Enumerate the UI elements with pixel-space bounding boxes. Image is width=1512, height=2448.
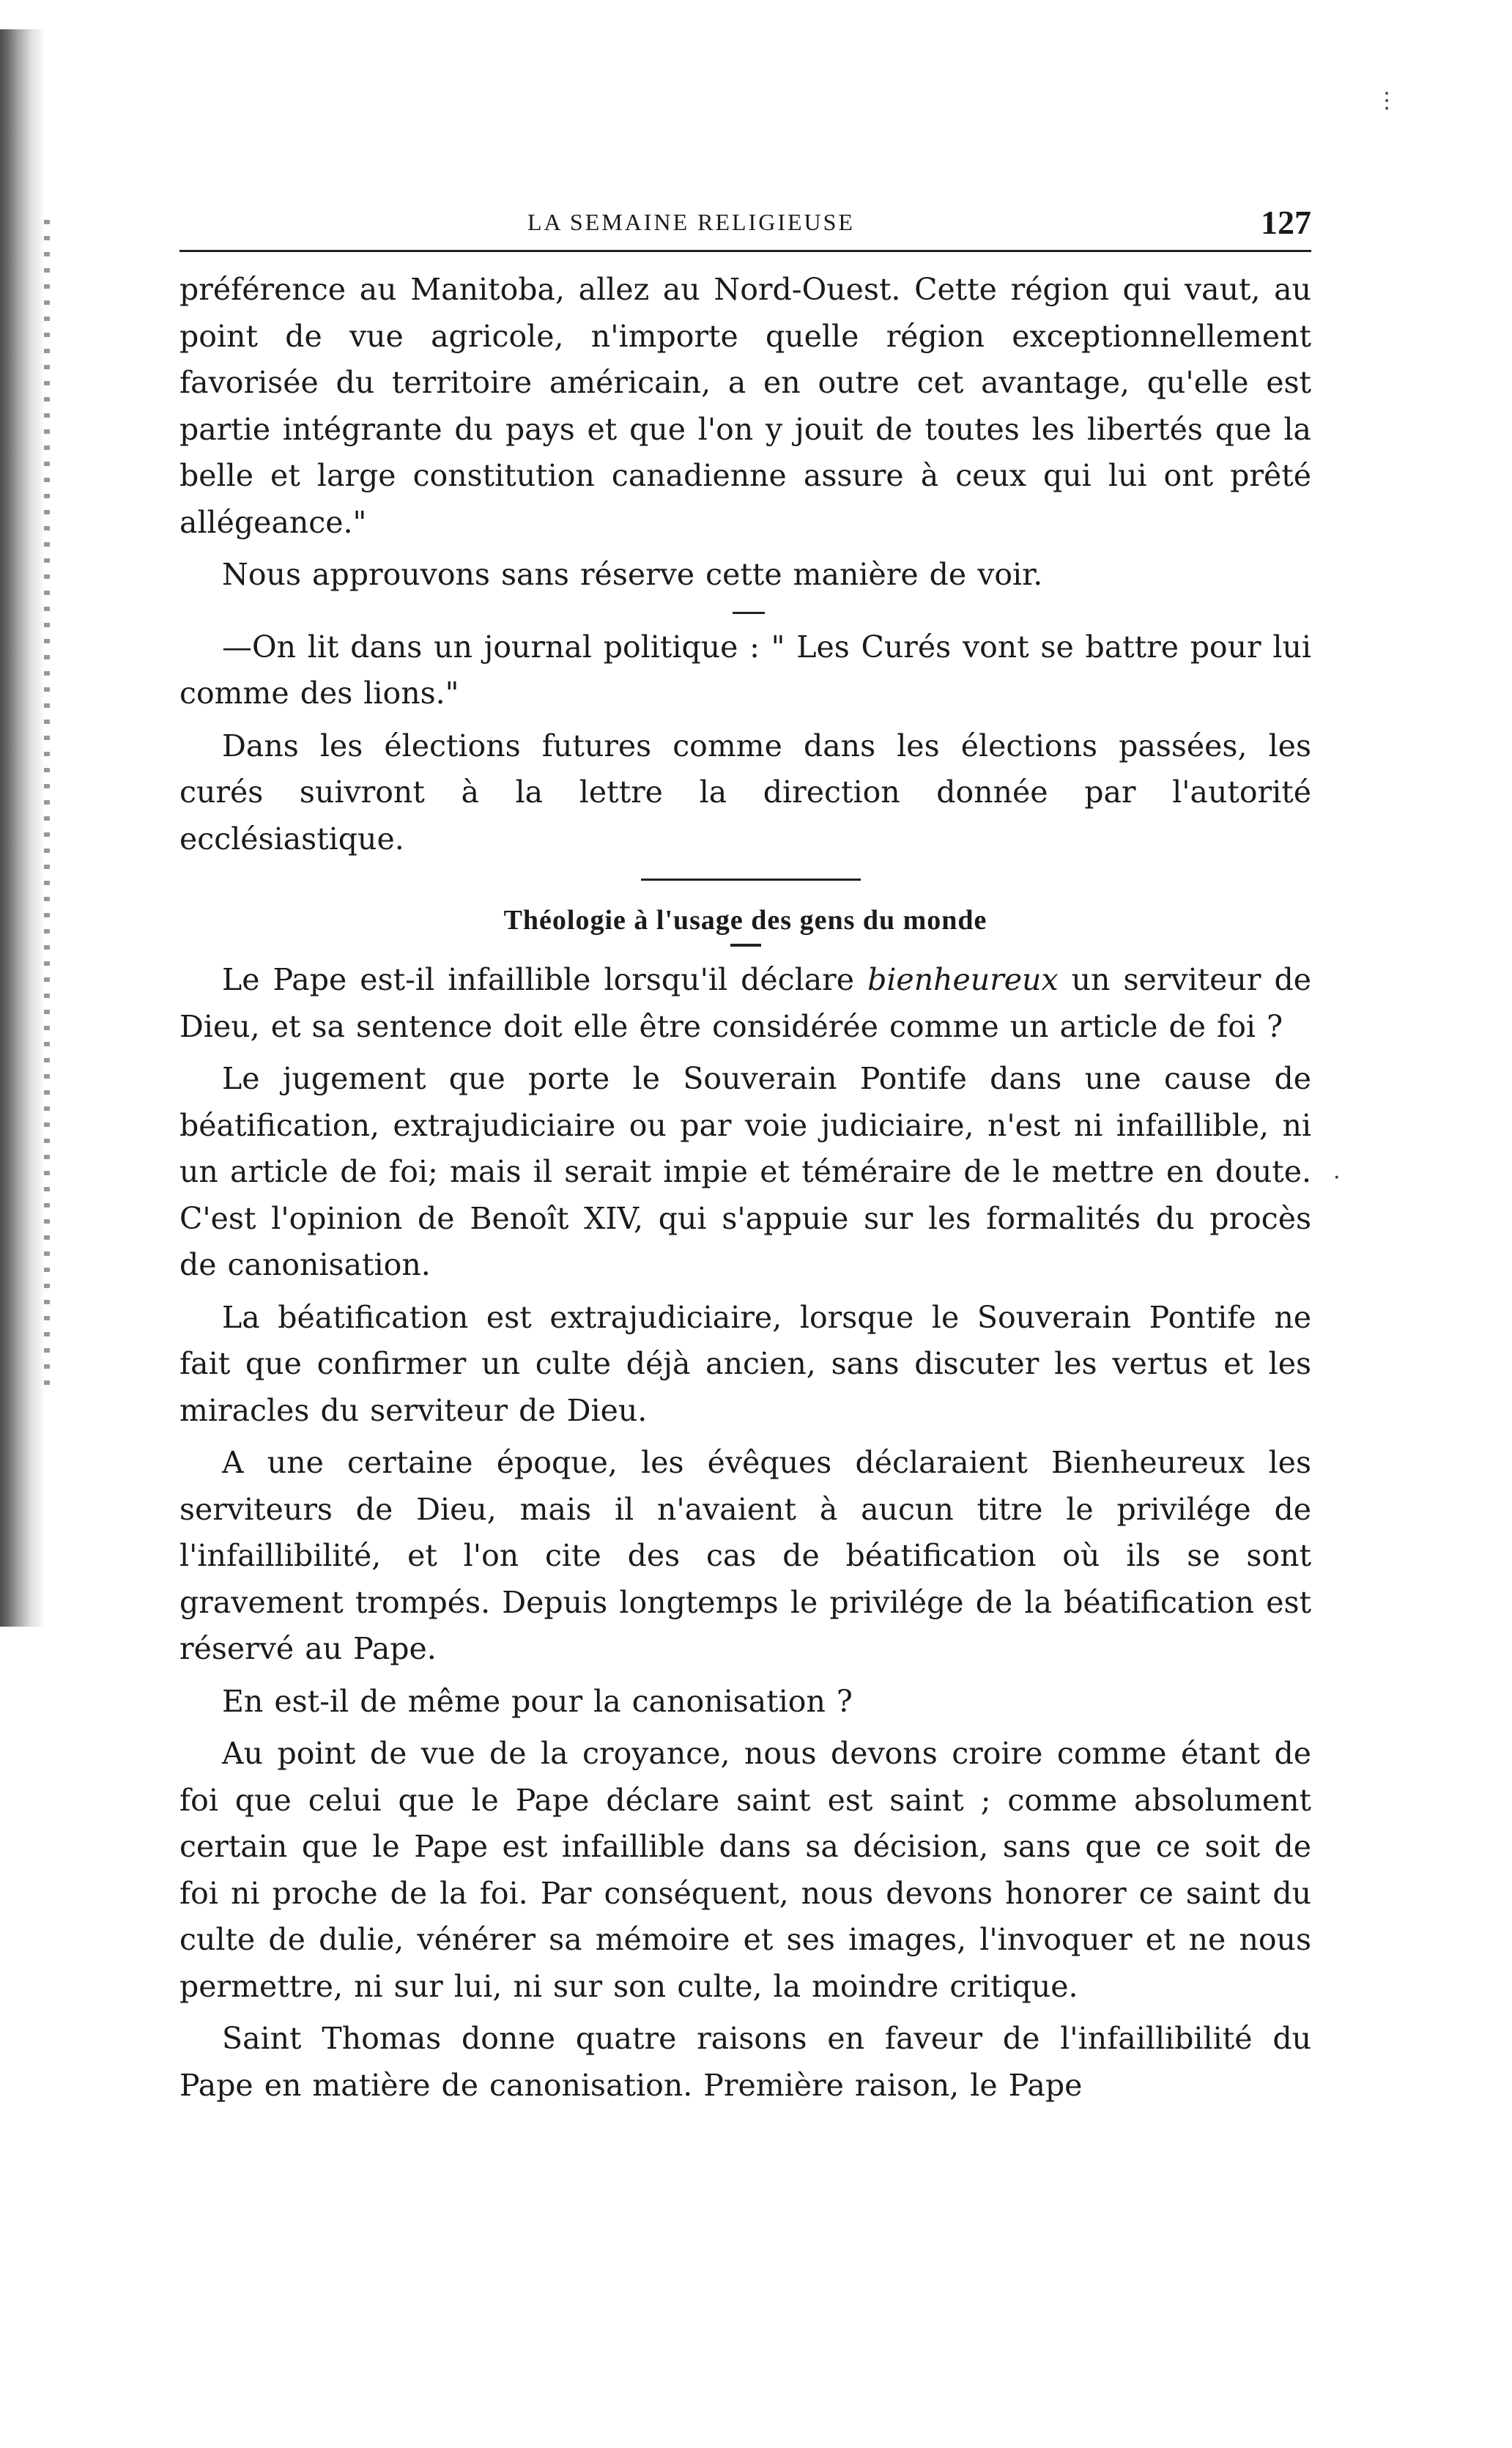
- page-edge-shadow: [0, 29, 45, 1627]
- scan-speck: ·: [1333, 1165, 1341, 1191]
- header-rule: [179, 250, 1311, 252]
- paragraph-question-beatification: [179, 957, 1311, 1050]
- paragraph-elections: Dans les élections futures comme dans les élections passées, les curés suivront à la lettre la direction donnée par l'autorité ecclésiastique.: [179, 728, 1311, 857]
- paragraph-saint-thomas: Saint Thomas donne quatre raisons en faveur de l'infaillibilité du Pape en matière de canonisation. Première raison, le Pape: [179, 2021, 1311, 2103]
- section-title: Théologie à l'usage des gens du monde: [503, 905, 987, 936]
- paragraph-bishops: A une certaine époque, les évêques déclaraient Bienheureux les serviteurs de Dieu, mais il n'avaient à aucun titre le privilége de l'infaillibilité, et l'on cite des cas de béatification où ils se sont gravement trompés. Depuis longtemps le privilége de la béatification est réservé au Pape.: [179, 1445, 1311, 1666]
- running-title: LA SEMAINE RELIGIEUSE: [527, 209, 855, 235]
- paragraph-extrajudicial: La béatification est extrajudiciaire, lorsque le Souverain Pontife ne fait que confirmer un culte déjà ancien, sans discuter les vertus et les miracles du serviteur de Dieu.: [179, 1299, 1311, 1428]
- text-run: un serviteur de Dieu, et sa sentence doit elle être considérée comme un article de foi ?: [179, 962, 1311, 1044]
- text-run: Le Pape est-il infaillible lorsqu'il déclare: [222, 962, 868, 997]
- paragraph-judgement: Le jugement que porte le Souverain Pontife dans une cause de béatification, extrajudiciaire ou par voie judiciaire, n'est ni infaillible, ni un article de foi; mais il serait impie et téméraire de le mettre en doute. C'est l'opinion de Benoît XIV, qui s'appuie sur les formalités du procès de canonisation.: [179, 1061, 1311, 1282]
- book-page: [179, 201, 1311, 2109]
- item-separator-dash: [733, 612, 765, 614]
- page-number: 127: [1261, 204, 1311, 241]
- paragraph-journal-quote: —On lit dans un journal politique : " Les Curés vont se battre pour lui comme des lions.": [179, 629, 1311, 711]
- page-header: [179, 201, 1311, 245]
- title-dash: [730, 944, 761, 947]
- paragraph-canonisation-question: En est-il de même pour la canonisation ?: [222, 1683, 853, 1719]
- italic-term-bienheureux: bienheureux: [867, 962, 1059, 997]
- page-edge-texture: [44, 220, 50, 1392]
- paragraph-continuation: préférence au Manitoba, allez au Nord-Ouest. Cette région qui vaut, au point de vue agricole, n'importe quelle région exceptionnellement favorisée du territoire américain, a en outre cet avantage, qu'elle est partie intégrante du pays et que l'on y jouit de toutes les libertés que la belle et large constitution canadienne assure à ceux qui lui ont prêté allégeance.": [179, 272, 1311, 540]
- paragraph-belief: Au point de vue de la croyance, nous devons croire comme étant de foi que celui que le Pape déclare saint est saint ; comme absolument certain que le Pape est infaillible dans sa décision, sans que ce soit de foi ni proche de la foi. Par conséquent, nous devons honorer ce saint du culte de dulie, vénérer sa mémoire et ses images, l'invoquer et ne nous permettre, ni sur lui, ni sur son culte, la moindre critique.: [179, 1736, 1311, 2004]
- paragraph-approval: Nous approuvons sans réserve cette manière de voir.: [222, 557, 1043, 592]
- scan-speck: ⋮: [1376, 88, 1398, 114]
- section-separator-rule: [641, 879, 861, 881]
